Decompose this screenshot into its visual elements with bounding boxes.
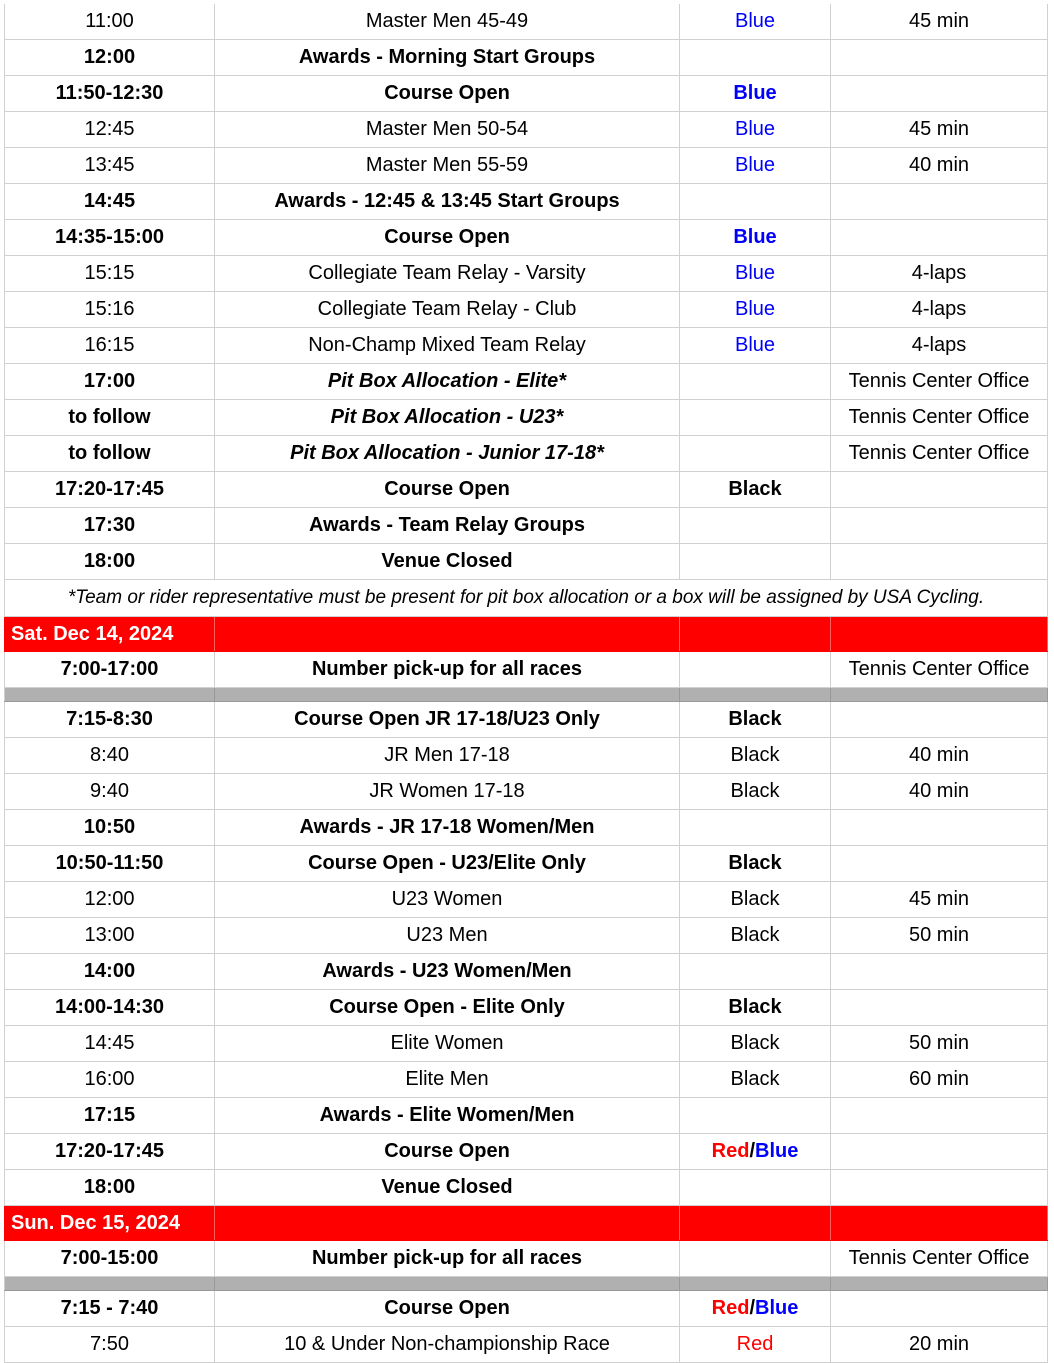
event-cell: Collegiate Team Relay - Varsity	[215, 256, 680, 291]
event-cell: Course Open	[215, 76, 680, 111]
separator-cell	[4, 1277, 215, 1290]
course-color-label: Black	[728, 478, 782, 500]
time-cell: 17:30	[4, 508, 215, 543]
schedule-row	[4, 1327, 1048, 1363]
duration-cell	[831, 472, 1048, 507]
day-header-cell	[680, 617, 831, 651]
event-cell: Pit Box Allocation - Junior 17-18*	[215, 436, 680, 471]
schedule-row	[4, 1098, 1048, 1134]
separator-cell	[215, 688, 680, 701]
separator-cell	[831, 688, 1048, 701]
course-cell	[680, 882, 831, 917]
event-cell: Course Open - Elite Only	[215, 990, 680, 1025]
duration-cell	[831, 1291, 1048, 1326]
time-cell: 14:45	[4, 1026, 215, 1061]
schedule-row	[4, 544, 1048, 580]
course-cell	[680, 918, 831, 953]
course-cell	[680, 40, 831, 75]
course-cell	[680, 292, 831, 327]
time-cell: 9:40	[4, 774, 215, 809]
schedule-row	[4, 400, 1048, 436]
course-cell	[680, 954, 831, 989]
event-cell: Collegiate Team Relay - Club	[215, 292, 680, 327]
schedule-row	[4, 40, 1048, 76]
course-color-label: Red	[711, 1297, 750, 1319]
course-cell	[680, 1062, 831, 1097]
time-cell: 18:00	[4, 544, 215, 579]
separator-row	[4, 688, 1048, 702]
event-cell: Master Men 45-49	[215, 4, 680, 39]
time-cell: 14:00	[4, 954, 215, 989]
event-cell: Awards - Morning Start Groups	[215, 40, 680, 75]
duration-cell: 40 min	[831, 148, 1048, 183]
schedule-row	[4, 436, 1048, 472]
schedule-row	[4, 112, 1048, 148]
duration-cell: 4-laps	[831, 328, 1048, 363]
course-color-label: Black	[728, 852, 782, 874]
day-header-cell	[831, 617, 1048, 651]
time-cell: 7:15-8:30	[4, 702, 215, 737]
schedule-row	[4, 990, 1048, 1026]
event-cell: Venue Closed	[215, 544, 680, 579]
event-cell: Pit Box Allocation - U23*	[215, 400, 680, 435]
day-header-cell	[215, 1206, 680, 1240]
event-cell: U23 Men	[215, 918, 680, 953]
footnote-text: *Team or rider representative must be present for pit box allocation or a box will be assigned by USA Cycling.	[4, 580, 1048, 616]
event-cell: Awards - 12:45 & 13:45 Start Groups	[215, 184, 680, 219]
course-cell	[680, 112, 831, 147]
course-color-label: Blue	[733, 226, 777, 248]
course-cell	[680, 544, 831, 579]
course-color-label: Blue	[734, 298, 776, 320]
time-cell: 13:45	[4, 148, 215, 183]
duration-cell: 45 min	[831, 112, 1048, 147]
duration-cell: 50 min	[831, 918, 1048, 953]
schedule-row	[4, 882, 1048, 918]
time-cell: 16:15	[4, 328, 215, 363]
time-cell: 17:00	[4, 364, 215, 399]
duration-cell: Tennis Center Office	[831, 1241, 1048, 1276]
course-cell	[680, 508, 831, 543]
event-cell: Course Open	[215, 1291, 680, 1326]
schedule-row	[4, 918, 1048, 954]
course-color-label: Black	[730, 744, 780, 766]
event-cell: Master Men 50-54	[215, 112, 680, 147]
schedule-row	[4, 1291, 1048, 1327]
course-cell	[680, 1291, 831, 1326]
course-cell	[680, 652, 831, 687]
duration-cell	[831, 1098, 1048, 1133]
course-cell	[680, 1170, 831, 1205]
course-color-label: Red	[736, 1333, 774, 1355]
event-cell: Number pick-up for all races	[215, 652, 680, 687]
duration-cell: 45 min	[831, 4, 1048, 39]
schedule-row	[4, 292, 1048, 328]
event-cell: Course Open - U23/Elite Only	[215, 846, 680, 881]
course-cell	[680, 148, 831, 183]
course-color-label: /	[749, 1140, 755, 1162]
course-cell	[680, 1327, 831, 1362]
duration-cell: 4-laps	[831, 256, 1048, 291]
schedule-row	[4, 652, 1048, 688]
schedule-row	[4, 256, 1048, 292]
schedule-row	[4, 364, 1048, 400]
day-header-cell	[680, 1206, 831, 1240]
course-color-label: Black	[728, 708, 782, 730]
event-cell: Course Open JR 17-18/U23 Only	[215, 702, 680, 737]
course-cell	[680, 810, 831, 845]
duration-cell: 4-laps	[831, 292, 1048, 327]
event-cell: Awards - JR 17-18 Women/Men	[215, 810, 680, 845]
separator-row	[4, 1277, 1048, 1291]
duration-cell	[831, 220, 1048, 255]
event-cell: Awards - Elite Women/Men	[215, 1098, 680, 1133]
course-color-label: Black	[730, 1032, 780, 1054]
event-cell: Course Open	[215, 220, 680, 255]
time-cell: 14:00-14:30	[4, 990, 215, 1025]
course-cell	[680, 256, 831, 291]
course-color-label: Black	[730, 780, 780, 802]
time-cell: 15:16	[4, 292, 215, 327]
time-cell: 14:45	[4, 184, 215, 219]
time-cell: to follow	[4, 436, 215, 471]
duration-cell	[831, 508, 1048, 543]
course-cell	[680, 76, 831, 111]
event-cell: Non-Champ Mixed Team Relay	[215, 328, 680, 363]
duration-cell: Tennis Center Office	[831, 436, 1048, 471]
duration-cell: 45 min	[831, 882, 1048, 917]
separator-cell	[215, 1277, 680, 1290]
schedule-row	[4, 1026, 1048, 1062]
time-cell: 8:40	[4, 738, 215, 773]
day-header-label: Sat. Dec 14, 2024	[4, 617, 215, 651]
course-color-label: Red	[711, 1140, 750, 1162]
duration-cell	[831, 954, 1048, 989]
time-cell: 10:50-11:50	[4, 846, 215, 881]
duration-cell: 20 min	[831, 1327, 1048, 1362]
course-cell	[680, 184, 831, 219]
schedule-row	[4, 328, 1048, 364]
event-cell: Elite Men	[215, 1062, 680, 1097]
event-cell: 10 & Under Non-championship Race	[215, 1327, 680, 1362]
course-color-label: Black	[730, 888, 780, 910]
course-cell	[680, 1241, 831, 1276]
event-cell: Venue Closed	[215, 1170, 680, 1205]
duration-cell: 50 min	[831, 1026, 1048, 1061]
duration-cell	[831, 846, 1048, 881]
time-cell: 7:00-17:00	[4, 652, 215, 687]
time-cell: 15:15	[4, 256, 215, 291]
time-cell: 7:50	[4, 1327, 215, 1362]
time-cell: 11:50-12:30	[4, 76, 215, 111]
day-header-label: Sun. Dec 15, 2024	[4, 1206, 215, 1240]
duration-cell	[831, 40, 1048, 75]
day-header-cell	[215, 617, 680, 651]
course-color-label: Blue	[734, 154, 776, 176]
time-cell: 17:15	[4, 1098, 215, 1133]
time-cell: 7:00-15:00	[4, 1241, 215, 1276]
separator-cell	[680, 688, 831, 701]
course-cell	[680, 846, 831, 881]
time-cell: 11:00	[4, 4, 215, 39]
schedule-row	[4, 472, 1048, 508]
event-cell: JR Men 17-18	[215, 738, 680, 773]
time-cell: 10:50	[4, 810, 215, 845]
course-color-label: Blue	[755, 1297, 799, 1319]
duration-cell	[831, 1134, 1048, 1169]
course-cell	[680, 400, 831, 435]
time-cell: 17:20-17:45	[4, 1134, 215, 1169]
schedule-row	[4, 184, 1048, 220]
time-cell: 17:20-17:45	[4, 472, 215, 507]
schedule-row	[4, 76, 1048, 112]
event-cell: Master Men 55-59	[215, 148, 680, 183]
event-cell: Course Open	[215, 1134, 680, 1169]
course-cell	[680, 1134, 831, 1169]
schedule-row	[4, 774, 1048, 810]
course-cell	[680, 328, 831, 363]
schedule-row	[4, 1170, 1048, 1206]
separator-cell	[4, 688, 215, 701]
duration-cell	[831, 544, 1048, 579]
time-cell: 14:35-15:00	[4, 220, 215, 255]
event-cell: Elite Women	[215, 1026, 680, 1061]
course-cell	[680, 364, 831, 399]
course-color-label: Blue	[733, 82, 777, 104]
course-color-label: Black	[730, 924, 780, 946]
course-color-label: Black	[730, 1068, 780, 1090]
time-cell: 12:00	[4, 40, 215, 75]
duration-cell: Tennis Center Office	[831, 652, 1048, 687]
course-color-label: Blue	[734, 118, 776, 140]
duration-cell	[831, 76, 1048, 111]
course-color-label: Blue	[755, 1140, 799, 1162]
duration-cell: Tennis Center Office	[831, 400, 1048, 435]
schedule-row	[4, 702, 1048, 738]
event-cell: Awards - U23 Women/Men	[215, 954, 680, 989]
course-color-label: Blue	[734, 10, 776, 32]
duration-cell	[831, 810, 1048, 845]
schedule-row	[4, 220, 1048, 256]
time-cell: 12:00	[4, 882, 215, 917]
day-header-row	[4, 1206, 1048, 1241]
schedule-row	[4, 846, 1048, 882]
schedule-row	[4, 148, 1048, 184]
separator-cell	[680, 1277, 831, 1290]
course-cell	[680, 738, 831, 773]
schedule-row	[4, 1134, 1048, 1170]
schedule-row	[4, 810, 1048, 846]
event-cell: Course Open	[215, 472, 680, 507]
footnote-row	[4, 580, 1048, 617]
duration-cell	[831, 1170, 1048, 1205]
course-cell	[680, 1026, 831, 1061]
duration-cell: 40 min	[831, 738, 1048, 773]
duration-cell: Tennis Center Office	[831, 364, 1048, 399]
duration-cell: 60 min	[831, 1062, 1048, 1097]
schedule-row	[4, 954, 1048, 990]
course-color-label: /	[749, 1297, 755, 1319]
course-cell	[680, 436, 831, 471]
duration-cell	[831, 184, 1048, 219]
schedule-table	[4, 4, 1048, 1363]
time-cell: 18:00	[4, 1170, 215, 1205]
course-cell	[680, 774, 831, 809]
schedule-row	[4, 1241, 1048, 1277]
course-cell	[680, 4, 831, 39]
event-cell: Awards - Team Relay Groups	[215, 508, 680, 543]
day-header-cell	[831, 1206, 1048, 1240]
course-cell	[680, 990, 831, 1025]
time-cell: 12:45	[4, 112, 215, 147]
course-cell	[680, 702, 831, 737]
event-cell: Pit Box Allocation - Elite*	[215, 364, 680, 399]
schedule-row	[4, 738, 1048, 774]
event-cell: JR Women 17-18	[215, 774, 680, 809]
schedule-row	[4, 4, 1048, 40]
duration-cell	[831, 702, 1048, 737]
schedule-row	[4, 1062, 1048, 1098]
event-cell: Number pick-up for all races	[215, 1241, 680, 1276]
duration-cell	[831, 990, 1048, 1025]
course-cell	[680, 1098, 831, 1133]
course-color-label: Black	[728, 996, 782, 1018]
course-cell	[680, 472, 831, 507]
day-header-row	[4, 617, 1048, 652]
time-cell: 16:00	[4, 1062, 215, 1097]
time-cell: 7:15 - 7:40	[4, 1291, 215, 1326]
separator-cell	[831, 1277, 1048, 1290]
schedule-row	[4, 508, 1048, 544]
event-cell: U23 Women	[215, 882, 680, 917]
course-cell	[680, 220, 831, 255]
course-color-label: Blue	[734, 262, 776, 284]
time-cell: to follow	[4, 400, 215, 435]
course-color-label: Blue	[734, 334, 776, 356]
time-cell: 13:00	[4, 918, 215, 953]
duration-cell: 40 min	[831, 774, 1048, 809]
